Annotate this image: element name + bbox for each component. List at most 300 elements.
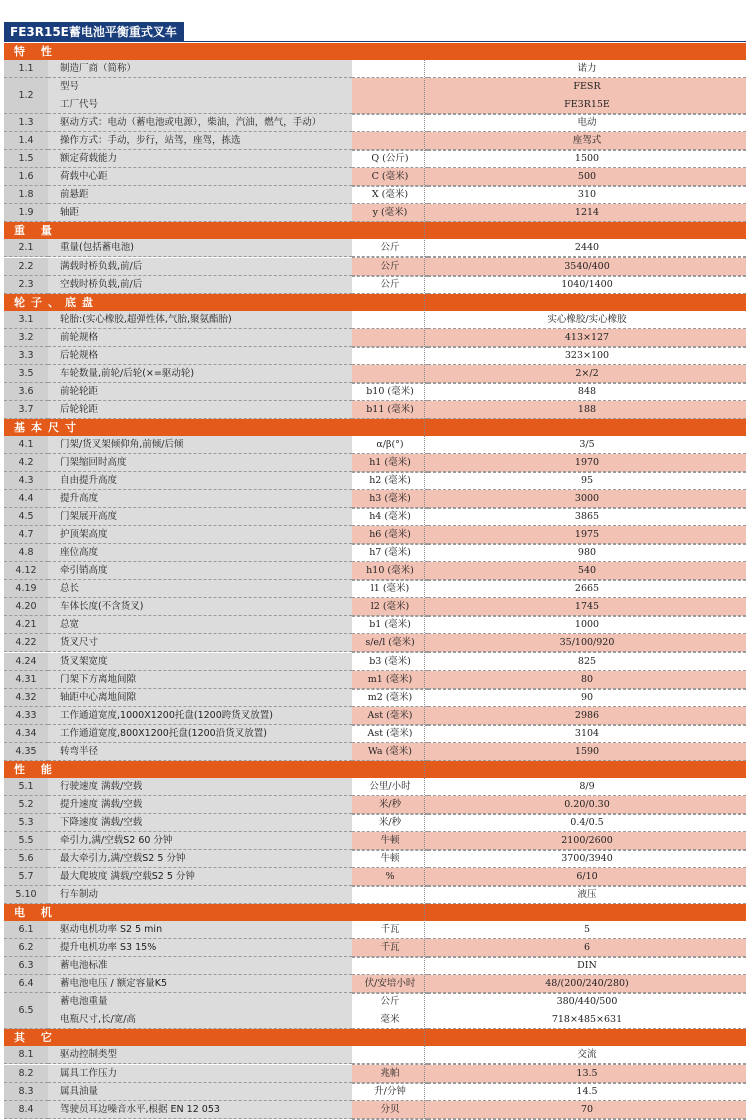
spec-row (4, 993, 746, 1029)
value-text: 3540/400 (428, 258, 746, 277)
row-number: 5.5 (4, 832, 48, 850)
value-text: 3865 (428, 508, 746, 527)
row-label (48, 114, 352, 132)
row-number: 2.3 (4, 276, 48, 294)
row-number: 4.22 (4, 634, 48, 652)
value-text: 95 (428, 472, 746, 491)
row-number: 3.2 (4, 329, 48, 347)
row-unit (352, 832, 428, 850)
row-value (428, 436, 746, 454)
spec-row (4, 975, 746, 993)
row-label (48, 580, 352, 598)
row-value (428, 939, 746, 957)
row-number: 1.5 (4, 150, 48, 168)
spec-row (4, 832, 746, 850)
row-unit (352, 993, 428, 1029)
row-label (48, 689, 352, 707)
row-unit (352, 508, 428, 526)
row-value (428, 311, 746, 329)
row-label (48, 653, 352, 671)
value-text: 310 (428, 186, 746, 205)
row-label (48, 562, 352, 580)
label-text: 车体长度(不含货叉) (60, 598, 352, 616)
value-text: FE3R15E (428, 96, 746, 115)
label-text: 操作方式：手动，步行，站驾，座驾，拣选 (60, 132, 352, 150)
row-unit (352, 671, 428, 689)
unit-text: m1 (毫米) (352, 671, 428, 690)
unit-text: b11 (毫米) (352, 401, 428, 420)
spec-row (4, 796, 746, 814)
row-value (428, 132, 746, 150)
label-text: 蓄电池电压 / 额定容量K5 (60, 975, 352, 993)
value-text: 1214 (428, 204, 746, 223)
value-text: FESR (573, 81, 601, 93)
spec-row (4, 436, 746, 454)
unit-text: 兆帕 (352, 1065, 428, 1084)
section-header: 性 能 (4, 761, 746, 778)
row-unit (352, 580, 428, 598)
value-text: 35/100/920 (428, 634, 746, 653)
unit-text: 米/秒 (352, 814, 428, 833)
spec-row (4, 347, 746, 365)
row-value (428, 1083, 746, 1101)
value-text: 电动 (428, 114, 746, 133)
value-text: 70 (428, 1101, 746, 1120)
unit-text: h10 (毫米) (352, 562, 428, 581)
row-number: 4.5 (4, 508, 48, 526)
value-text: 1970 (428, 454, 746, 473)
spec-row (4, 258, 746, 276)
unit-text: h6 (毫米) (352, 526, 428, 545)
value-text: 14.5 (428, 1083, 746, 1102)
unit-text (352, 886, 428, 905)
row-unit (352, 707, 428, 725)
label-text: 蓄电池标准 (60, 957, 352, 975)
title-underline (184, 41, 746, 42)
row-value (428, 598, 746, 616)
value-text: 2665 (428, 580, 746, 599)
row-number: 3.7 (4, 401, 48, 419)
row-unit (352, 1065, 428, 1083)
row-value (428, 258, 746, 276)
row-number: 1.2 (4, 78, 48, 114)
row-value (428, 689, 746, 707)
label-text: 蓄电池重量 (60, 996, 108, 1008)
label-text: 行驶速度 满载/空载 (60, 778, 352, 796)
row-label (48, 868, 352, 886)
sheet-title: FE3R15E蓄电池平衡重式叉车 (4, 22, 184, 42)
label-text: 前轮规格 (60, 329, 352, 347)
row-label (48, 598, 352, 616)
spec-row (4, 1101, 746, 1119)
row-number: 6.2 (4, 939, 48, 957)
value-text: 3104 (428, 725, 746, 744)
value-text: 1745 (428, 598, 746, 617)
row-number: 1.9 (4, 204, 48, 222)
row-value (428, 653, 746, 671)
label-text: 驱动电机功率 S2 5 min (60, 921, 352, 939)
row-number: 4.12 (4, 562, 48, 580)
spec-row (4, 239, 746, 257)
label-text: 门架/货叉架倾仰角,前倾/后倾 (60, 436, 352, 454)
value-text: 80 (428, 671, 746, 690)
spec-row (4, 60, 746, 78)
row-number: 6.4 (4, 975, 48, 993)
spec-row (4, 401, 746, 419)
value-text: 1500 (428, 150, 746, 169)
label-text: 额定荷载能力 (60, 150, 352, 168)
value-text: 座驾式 (428, 132, 746, 151)
row-label (48, 634, 352, 652)
row-value (428, 276, 746, 294)
row-unit (352, 689, 428, 707)
row-value (428, 329, 746, 347)
unit-text (352, 365, 428, 384)
spec-row (4, 186, 746, 204)
row-number: 3.1 (4, 311, 48, 329)
unit-text: 公里/小时 (352, 778, 428, 797)
unit-text: Ast (毫米) (352, 725, 428, 744)
row-unit (352, 653, 428, 671)
unit-text (352, 347, 428, 366)
row-label (48, 401, 352, 419)
row-number: 6.5 (4, 993, 48, 1029)
row-label (48, 886, 352, 904)
row-value (428, 365, 746, 383)
row-value (428, 168, 746, 186)
row-number: 5.10 (4, 886, 48, 904)
row-number: 4.31 (4, 671, 48, 689)
label-text: 货叉架宽度 (60, 653, 352, 671)
unit-text: l2 (毫米) (352, 598, 428, 617)
unit-text (352, 311, 428, 330)
unit-text: 公斤 (380, 996, 400, 1008)
spec-row (4, 707, 746, 725)
spec-row (4, 383, 746, 401)
value-text: 848 (428, 383, 746, 402)
row-label (48, 707, 352, 725)
row-number: 3.5 (4, 365, 48, 383)
spec-row (4, 365, 746, 383)
row-unit (352, 204, 428, 222)
spec-row (4, 508, 746, 526)
label-text: 驱动控制类型 (60, 1046, 352, 1064)
spec-row (4, 526, 746, 544)
row-number: 3.3 (4, 347, 48, 365)
value-text: 980 (428, 544, 746, 563)
value-text: 6/10 (428, 868, 746, 887)
label-text: 门架下方离地间隙 (60, 671, 352, 689)
unit-text: 米/秒 (352, 796, 428, 815)
row-value (428, 239, 746, 257)
spec-row (4, 616, 746, 634)
label-text: 转弯半径 (60, 743, 352, 761)
unit-text: % (352, 868, 428, 887)
label-text: 电瓶尺寸,长/宽/高 (60, 1011, 352, 1029)
unit-text: m2 (毫米) (352, 689, 428, 708)
row-unit (352, 60, 428, 78)
unit-text: Q (公斤) (352, 150, 428, 169)
row-unit (352, 276, 428, 294)
spec-row (4, 886, 746, 904)
value-text: 0.20/0.30 (428, 796, 746, 815)
row-label (48, 204, 352, 222)
value-text: 1975 (428, 526, 746, 545)
value-text: 323×100 (428, 347, 746, 366)
row-unit (352, 975, 428, 993)
unit-text: y (毫米) (352, 204, 428, 223)
row-value (428, 383, 746, 401)
unit-text: l1 (毫米) (352, 580, 428, 599)
row-unit (352, 1101, 428, 1119)
row-unit (352, 725, 428, 743)
value-text: 3/5 (428, 436, 746, 455)
row-label (48, 150, 352, 168)
unit-text: b10 (毫米) (352, 383, 428, 402)
row-label (48, 472, 352, 490)
unit-text (352, 78, 428, 96)
value-text: 188 (428, 401, 746, 420)
row-label (48, 1065, 352, 1083)
value-text: 413×127 (428, 329, 746, 348)
label-text: 最大牵引力,满/空载S2 5 分钟 (60, 850, 352, 868)
row-label (48, 347, 352, 365)
row-label (48, 1083, 352, 1101)
spec-row (4, 114, 746, 132)
value-text: DIN (428, 957, 746, 976)
value-text: 0.4/0.5 (428, 814, 746, 833)
row-value (428, 778, 746, 796)
row-unit (352, 616, 428, 634)
row-label (48, 276, 352, 294)
value-text: 实心橡胶/实心橡胶 (428, 311, 746, 330)
unit-text: h2 (毫米) (352, 472, 428, 491)
row-unit (352, 365, 428, 383)
row-unit (352, 1083, 428, 1101)
value-text: 500 (428, 168, 746, 187)
row-label (48, 526, 352, 544)
unit-text (352, 1046, 428, 1065)
unit-text: Ast (毫米) (352, 707, 428, 726)
row-unit (352, 329, 428, 347)
value-text: 交流 (428, 1046, 746, 1065)
row-number: 5.1 (4, 778, 48, 796)
row-number: 4.33 (4, 707, 48, 725)
unit-text: 千瓦 (352, 939, 428, 958)
spec-row (4, 743, 746, 761)
row-number: 1.1 (4, 60, 48, 78)
unit-text: h1 (毫米) (352, 454, 428, 473)
unit-text: b3 (毫米) (352, 653, 428, 672)
spec-row (4, 472, 746, 490)
value-text: 诺力 (428, 60, 746, 79)
row-value (428, 186, 746, 204)
label-text: 提升电机功率 S3 15% (60, 939, 352, 957)
row-unit (352, 598, 428, 616)
label-text: 工作通道宽度,800X1200托盘(1200沿货叉放置) (60, 725, 352, 743)
value-text: 6 (428, 939, 746, 958)
column-divider (424, 60, 425, 1119)
row-label (48, 311, 352, 329)
row-value (428, 490, 746, 508)
unit-text (352, 329, 428, 348)
spec-row (4, 957, 746, 975)
row-label (48, 329, 352, 347)
row-label (48, 921, 352, 939)
row-unit (352, 743, 428, 761)
label-text: 属具油量 (60, 1083, 352, 1101)
row-number: 4.1 (4, 436, 48, 454)
value-text: 2986 (428, 707, 746, 726)
value-text: 5 (428, 921, 746, 940)
value-text: 90 (428, 689, 746, 708)
value-text: 1040/1400 (428, 276, 746, 295)
row-label (48, 132, 352, 150)
unit-text: X (毫米) (352, 186, 428, 205)
row-label (48, 832, 352, 850)
row-number: 8.1 (4, 1046, 48, 1064)
unit-text: 伏/安培小时 (352, 975, 428, 994)
spec-row (4, 544, 746, 562)
label-text: 满载时桥负载,前/后 (60, 258, 352, 276)
row-label (48, 939, 352, 957)
label-text: 车轮数量,前轮/后轮(×=驱动轮) (60, 365, 352, 383)
label-text: 行车制动 (60, 886, 352, 904)
row-unit (352, 526, 428, 544)
spec-row (4, 725, 746, 743)
row-number: 3.6 (4, 383, 48, 401)
row-number: 4.24 (4, 653, 48, 671)
unit-text (352, 957, 428, 976)
row-value (428, 634, 746, 652)
label-text: 自由提升高度 (60, 472, 352, 490)
row-value (428, 1065, 746, 1083)
spec-row (4, 814, 746, 832)
section-header: 基本尺寸 (4, 419, 746, 436)
label-text: 前悬距 (60, 186, 352, 204)
value-text: 8/9 (428, 778, 746, 797)
label-text: 工厂代号 (60, 96, 352, 114)
row-number: 2.2 (4, 258, 48, 276)
row-label (48, 850, 352, 868)
unit-text: 牛顿 (352, 832, 428, 851)
spec-row (4, 778, 746, 796)
spec-row (4, 490, 746, 508)
row-number: 8.4 (4, 1101, 48, 1119)
label-text: 属具工作压力 (60, 1065, 352, 1083)
spec-row (4, 132, 746, 150)
row-unit (352, 778, 428, 796)
row-value (428, 580, 746, 598)
row-number: 4.7 (4, 526, 48, 544)
row-value (428, 707, 746, 725)
row-number: 8.2 (4, 1065, 48, 1083)
row-unit (352, 114, 428, 132)
unit-text: Wa (毫米) (352, 743, 428, 762)
value-text: 2100/2600 (428, 832, 746, 851)
row-label (48, 78, 352, 114)
label-text: 后轮轮距 (60, 401, 352, 419)
row-label (48, 778, 352, 796)
section-header: 其 它 (4, 1029, 746, 1046)
row-unit (352, 132, 428, 150)
value-text: 825 (428, 653, 746, 672)
unit-text (352, 114, 428, 133)
section-header: 特 性 (4, 43, 746, 60)
row-unit (352, 168, 428, 186)
spec-row (4, 850, 746, 868)
row-label (48, 186, 352, 204)
row-label (48, 454, 352, 472)
row-label (48, 814, 352, 832)
row-number: 4.19 (4, 580, 48, 598)
label-text: 轮胎:(实心橡胶,超弹性体,气胎,聚氨酯胎) (60, 311, 352, 329)
row-number: 4.35 (4, 743, 48, 761)
row-value (428, 472, 746, 490)
row-value (428, 975, 746, 993)
unit-text: 公斤 (352, 258, 428, 277)
row-value (428, 544, 746, 562)
spec-row (4, 1046, 746, 1064)
row-unit (352, 562, 428, 580)
row-label (48, 796, 352, 814)
spec-row (4, 1083, 746, 1101)
unit-text: b1 (毫米) (352, 616, 428, 635)
value-text: 2×/2 (428, 365, 746, 384)
row-value (428, 562, 746, 580)
label-text: 驱动方式：电动（蓄电池或电源），柴油，汽油，燃气，手动） (60, 114, 352, 132)
row-value (428, 150, 746, 168)
row-unit (352, 383, 428, 401)
row-value (428, 921, 746, 939)
label-text: 护顶架高度 (60, 526, 352, 544)
section-header: 电 机 (4, 904, 746, 921)
label-text: 荷载中心距 (60, 168, 352, 186)
value-text: 1590 (428, 743, 746, 762)
row-value (428, 401, 746, 419)
row-unit (352, 796, 428, 814)
row-unit (352, 814, 428, 832)
value-text: 718×485×631 (428, 1011, 746, 1030)
label-text: 最大爬坡度 满载/空载S2 5 分钟 (60, 868, 352, 886)
row-unit (352, 347, 428, 365)
row-unit (352, 78, 428, 114)
row-value (428, 850, 746, 868)
label-text: 前轮轮距 (60, 383, 352, 401)
row-value (428, 78, 746, 114)
row-label (48, 168, 352, 186)
row-number: 4.4 (4, 490, 48, 508)
unit-text: 公斤 (352, 239, 428, 258)
row-number: 4.2 (4, 454, 48, 472)
row-unit (352, 454, 428, 472)
row-value (428, 832, 746, 850)
label-text: 牵引力,满/空载S2 60 分钟 (60, 832, 352, 850)
value-text: 2440 (428, 239, 746, 258)
row-unit (352, 472, 428, 490)
unit-text (352, 60, 428, 79)
value-text: 540 (428, 562, 746, 581)
row-label (48, 671, 352, 689)
row-number: 1.8 (4, 186, 48, 204)
row-value (428, 743, 746, 761)
row-label (48, 743, 352, 761)
spec-row (4, 634, 746, 652)
row-value (428, 114, 746, 132)
value-text: 48/(200/240/280) (428, 975, 746, 994)
row-number: 1.3 (4, 114, 48, 132)
row-value (428, 725, 746, 743)
